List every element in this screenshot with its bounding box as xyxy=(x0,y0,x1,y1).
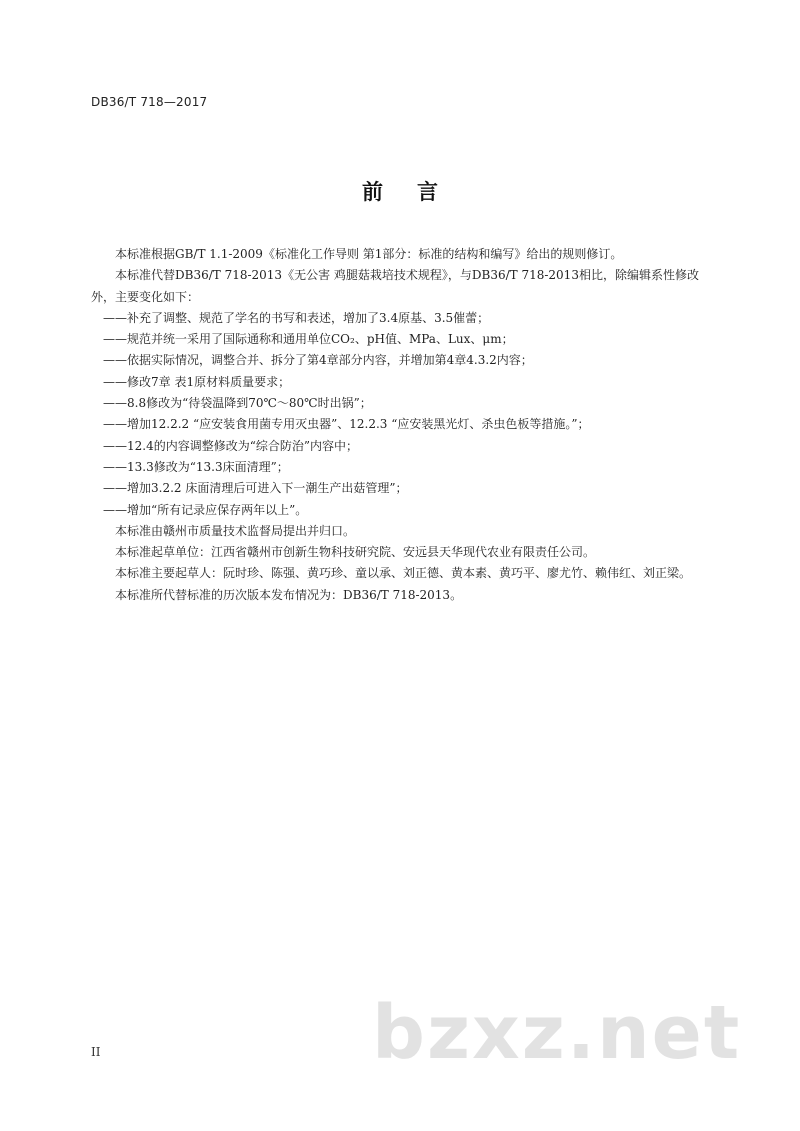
change-item: ——补充了调整、规范了学名的书写和表述，增加了3.4原基、3.5催蕾； xyxy=(103,310,490,325)
paragraph-replaces: 本标准代替DB36/T 718-2013《无公害 鸡腿菇栽培技术规程》，与DB36/T 718-2013相比，除编辑系性修改外，主要变化如下： xyxy=(91,268,699,304)
paragraph-drafters: 本标准主要起草人：阮时珍、陈强、黄巧珍、童以承、刘正德、黄本素、黄巧平、廖尤竹、赖伟红、刘正梁。 xyxy=(115,566,692,581)
change-item: ——规范并统一采用了国际通称和通用单位CO₂、pH值、MPa、Lux、μm； xyxy=(103,332,514,347)
paragraph-proposer: 本标准由赣州市质量技术监督局提出并归口。 xyxy=(115,523,356,538)
page-title xyxy=(0,176,800,206)
change-item: ——增加3.2.2 床面清理后可进入下一潮生产出菇管理”； xyxy=(103,481,408,496)
title-char-1: 前 xyxy=(362,180,383,204)
foreword-body xyxy=(91,244,711,606)
change-item: ——依据实际情况，调整合并、拆分了第4章部分内容，并增加第4章4.3.2内容； xyxy=(103,353,533,368)
paragraph-drafting-units: 本标准起草单位：江西省赣州市创新生物科技研究院、安远县天华现代农业有限责任公司。 xyxy=(115,545,596,560)
title-char-2: 言 xyxy=(417,180,438,204)
watermark: bzxz.net xyxy=(372,990,742,1076)
change-item: ——13.3修改为“13.3床面清理”； xyxy=(103,459,289,474)
paragraph-basis: 本标准根据GB/T 1.1-2009《标准化工作导则 第1部分：标准的结构和编写》给出的规则修订。 xyxy=(115,247,623,261)
paragraph-history: 本标准所代替标准的历次版本发布情况为：DB36/T 718-2013。 xyxy=(115,587,463,602)
page-number: II xyxy=(91,1045,101,1059)
change-item: ——增加12.2.2 “应安装食用菌专用灭虫器”、12.2.3 “应安装黑光灯、杀虫色板等措施。”； xyxy=(103,417,590,432)
document-code: DB36/T 718—2017 xyxy=(91,95,208,109)
change-item: ——12.4的内容调整修改为“综合防治”内容中； xyxy=(103,438,358,453)
change-item: ——增加“所有记录应保存两年以上”。 xyxy=(103,502,308,517)
change-item: ——8.8修改为“待袋温降到70℃～80℃时出锅”； xyxy=(103,396,372,411)
change-item: ——修改7章 表1原材料质量要求； xyxy=(103,374,291,389)
